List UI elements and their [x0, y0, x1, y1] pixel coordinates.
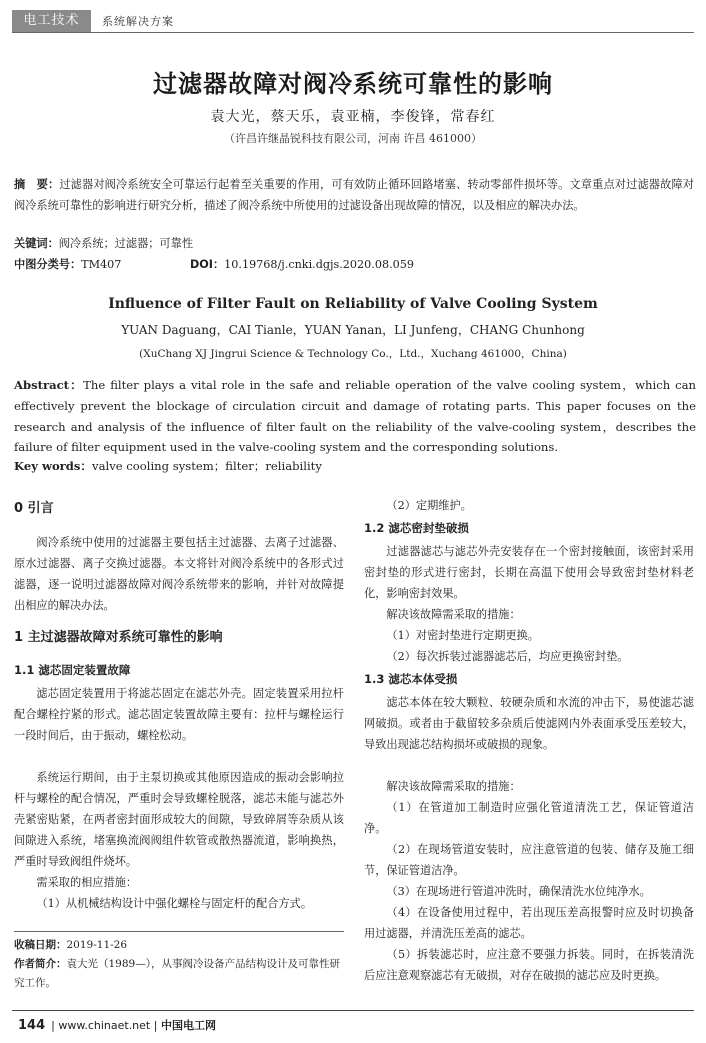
section-1-2-paragraph-3: （1）对密封垫进行定期更换。	[386, 629, 539, 642]
footer-divider	[12, 1010, 694, 1011]
section-1-3-paragraph-5: （3）在现场进行管道冲洗时，确保清洗水位纯净水。	[386, 885, 651, 898]
section-1-2-paragraph-2: 解决该故障需采取的措施：	[386, 608, 521, 621]
abstract-cn	[14, 174, 694, 216]
footnote-divider	[14, 931, 344, 932]
section-1-3-paragraph-6: （4）在设备使用过程中，若出现压差高报警时应及时切换备用过滤器，并清洗压差高的滤芯。	[364, 906, 694, 940]
keywords-cn	[14, 235, 193, 251]
received-date	[14, 936, 344, 955]
english-abstract-label: Abstract：	[14, 378, 84, 392]
footer-website[interactable]: www.chinaet.net	[58, 1019, 151, 1032]
classification-value: TM407	[81, 258, 122, 271]
received-value: 2019-11-26	[66, 939, 128, 951]
section-0-paragraph: 阀冷系统中使用的过滤器主要包括主过滤器、去离子过滤器、原水过滤器、离子交换过滤器。本文将针对阀冷系统中的各形式过滤器，逐一说明过滤器故障对阀冷系统带来的影响，并针对故障提出相应的解决办法。	[14, 536, 344, 612]
doi-label: DOI：	[190, 258, 225, 271]
page-footer: 144 | www.chinaet.net | 中国电工网	[18, 1018, 216, 1033]
abstract-cn-text: 过滤器对阀冷系统安全可靠运行起着至关重要的作用，可有效防止循环回路堵塞、转动零部件损坏等。文章重点对过滤器故障对阀冷系统可靠性的影响进行研究分析，描述了阀冷系统中所使用的过滤设备出现故障的情况，以及相应的解决办法。	[14, 178, 694, 212]
author-list: 袁大光，蔡天乐，袁亚楠，李俊锋，常春红	[210, 109, 496, 125]
section-1-3-paragraph-7: （5）拆装滤芯时，应注意不要强力拆装。同时，在拆装清洗后应注意观察滤芯有无破损，对存在破损的滤芯应及时更换。	[364, 948, 694, 982]
english-affiliation: (XuChang XJ Jingrui Science & Technology Co.，Ltd.，Xuchang 461000，China)	[139, 348, 567, 360]
section-1-3-paragraph-4: （2）在现场管道安装时，应注意管道的包装、储存及施工细节，保证管道洁净。	[364, 843, 694, 877]
abstract-cn-label: 摘 要：	[14, 178, 60, 191]
section-0-heading: 0 引言	[14, 501, 54, 516]
footer-journal: 中国电工网	[160, 1019, 216, 1032]
page-number: 144	[18, 1018, 46, 1033]
right-paragraph-continued: （2）定期维护。	[386, 499, 472, 512]
doi	[190, 256, 414, 272]
received-label: 收稿日期：	[14, 939, 67, 951]
header-divider	[12, 32, 694, 33]
english-title: Influence of Filter Fault on Reliability of Valve Cooling System	[108, 296, 598, 312]
section-1-3-paragraph-3: （1）在管道加工制造时应强化管道清洗工艺，保证管道洁净。	[364, 801, 694, 835]
bio-label: 作者简介：	[14, 958, 67, 970]
classification-line	[14, 256, 694, 272]
section-1-1-paragraph-1: 滤芯固定装置用于将滤芯固定在滤芯外壳。固定装置采用拉杆配合螺栓拧紧的形式。滤芯固定装置故障主要有：拉杆与螺栓运行一段时间后，由于振动，螺栓松动。	[14, 687, 344, 742]
section-1-3-paragraph-2: 解决该故障需采取的措施：	[386, 780, 521, 793]
section-1-heading: 1 主过滤器故障对系统可靠性的影响	[14, 630, 223, 645]
section-1-2-paragraph-4: （2）每次拆装过滤器滤芯后，均应更换密封垫。	[386, 650, 629, 663]
english-keywords-label: Key words：	[14, 459, 93, 473]
section-1-1-heading: 1.1 滤芯固定装置故障	[14, 663, 131, 677]
section-1-1-paragraph-3: 需采取的相应措施：	[36, 876, 138, 889]
english-authors: YUAN Daguang，CAI Tianle，YUAN Yanan，LI Junfeng，CHANG Chunhong	[121, 323, 585, 337]
section-1-2-paragraph-1: 过滤器滤芯与滤芯外壳安装存在一个密封接触面，该密封采用密封垫的形式进行密封，长期在高温下使用会导致密封垫材料老化，影响密封效果。	[364, 545, 694, 600]
affiliation: （许昌许继晶锐科技有限公司，河南 许昌 461000）	[224, 132, 482, 145]
keywords-cn-text: 阀冷系统；过滤器；可靠性	[58, 237, 194, 250]
bio-text: 袁大光（1989—），从事阀冷设备产品结构设计及可靠性研究工作。	[14, 958, 340, 989]
keywords-cn-label: 关键词：	[14, 237, 59, 250]
section-1-1-paragraph-4: （1）从机械结构设计中强化螺栓与固定杆的配合方式。	[36, 897, 313, 910]
author-bio	[14, 955, 344, 993]
english-abstract-text: The filter plays a vital role in the safe and reliable operation of the valve cooling system，which can effectively prevent the blockage of circulation circuit and damage of rotating parts. This paper focuses on the research and analysis of the influence of filter fault on the reliability of the valve-cooling system，describes the failure of filter equipment used in the valve-cooling system and the corresponding solutions.	[14, 378, 696, 455]
classification-label: 中图分类号：	[14, 258, 82, 271]
section-subtitle: 系统解决方案	[102, 15, 174, 28]
english-keywords	[14, 458, 696, 474]
section-1-1-paragraph-2: 系统运行期间，由于主泵切换或其他原因造成的振动会影响拉杆与螺栓的配合情况，严重时会导致螺栓脱落，滤芯未能与滤芯外壳紧密贴紧，在两者密封面形成较大的间隙，导致碎屑等杂质从该间隙进入系统，堵塞换流阀阀组件软管或散热器流道，影响换热，严重时导致阀组件烧坏。	[14, 771, 344, 868]
english-keywords-text: valve cooling system；filter；reliability	[92, 459, 322, 473]
doi-value: 10.19768/j.cnki.dgjs.2020.08.059	[224, 258, 414, 271]
section-1-3-heading: 1.3 滤芯本体受损	[364, 672, 458, 686]
journal-section-tab: 电工技术	[12, 10, 91, 32]
section-1-2-heading: 1.2 滤芯密封垫破损	[364, 521, 469, 535]
article-title: 过滤器故障对阀冷系统可靠性的影响	[153, 70, 553, 98]
english-abstract	[14, 375, 696, 458]
section-1-3-paragraph-1: 滤芯本体在较大颗粒、较硬杂质和水流的冲击下，易使滤芯滤网破损。或者由于截留较多杂质后使滤网内外表面承受压差较大，导致出现滤芯结构损坏或破损的现象。	[364, 696, 694, 751]
